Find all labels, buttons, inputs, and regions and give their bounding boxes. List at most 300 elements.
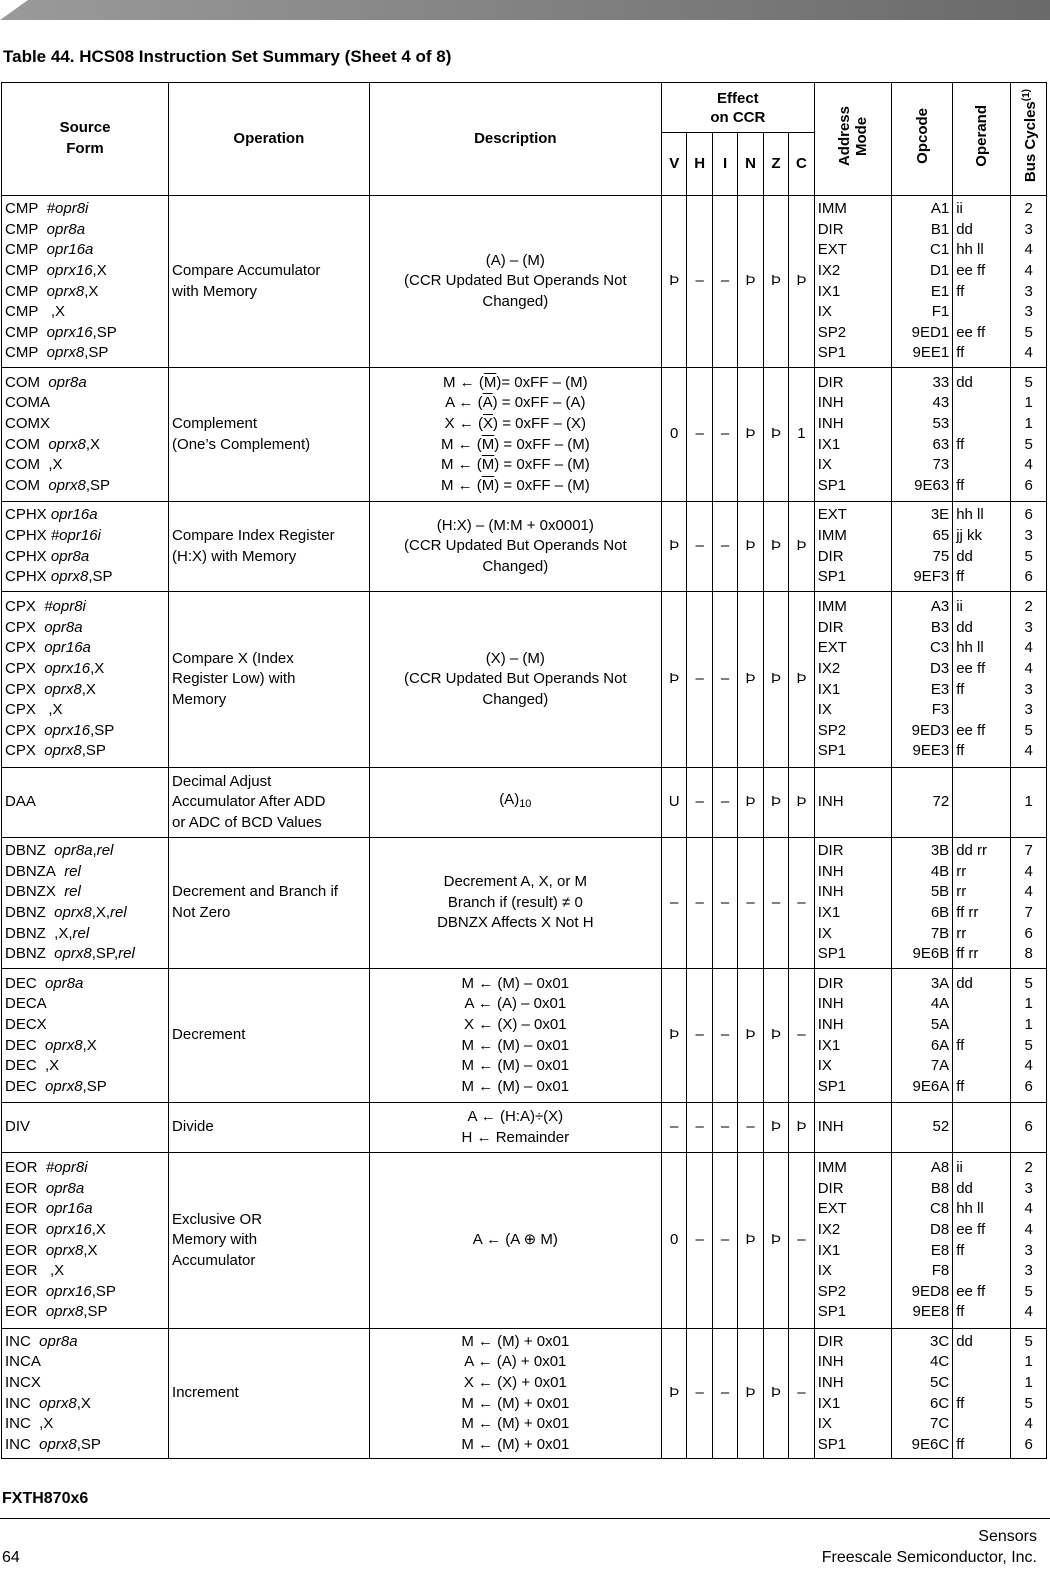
ccr-effect-cell: Þ bbox=[661, 969, 686, 1103]
operand-cell-line bbox=[956, 1056, 1007, 1077]
ccr-effect-cell: – bbox=[789, 969, 814, 1103]
opcode-cell bbox=[892, 1103, 953, 1153]
address-mode-cell-line: INH bbox=[817, 1015, 844, 1033]
operand-cell-line: ff rr bbox=[956, 904, 979, 921]
operation-cell-line: Register Low) with bbox=[172, 670, 296, 688]
opcode-cell-line: F3 bbox=[931, 701, 950, 719]
opcode-cell-line: 9E6B bbox=[912, 945, 950, 963]
address-mode-cell-line: INH bbox=[817, 394, 844, 412]
operand-cell bbox=[953, 1153, 1011, 1329]
operand-cell-line: ff bbox=[956, 1394, 965, 1412]
source-form-cell bbox=[2, 1103, 169, 1153]
opcode-cell-line: A1 bbox=[930, 200, 950, 218]
bus-cycles-cell-line: 1 bbox=[1024, 1353, 1033, 1371]
bus-cycles-cell-line: 1 bbox=[1024, 793, 1033, 811]
description-cell-line: H ← Remainder bbox=[461, 1128, 570, 1146]
bus-cycles-cell-line: 4 bbox=[1024, 883, 1033, 901]
address-mode-cell-line: DIR bbox=[817, 220, 844, 238]
opcode-cell-line: A3 bbox=[930, 598, 950, 616]
operand-cell-line bbox=[956, 1015, 1007, 1036]
opcode-cell-line: 9EF3 bbox=[913, 568, 950, 586]
address-mode-cell-line: DIR bbox=[817, 618, 844, 636]
ccr-effect-cell: – bbox=[738, 838, 763, 969]
description-cell-line: (CCR Updated But Operands Not bbox=[404, 670, 627, 688]
table-row bbox=[2, 1329, 1047, 1459]
source-form-cell bbox=[2, 969, 169, 1103]
operand-cell-line: jj kk bbox=[956, 526, 983, 544]
source-form-cell-line: COMA bbox=[5, 394, 50, 412]
ccr-effect-cell: Þ bbox=[738, 502, 763, 592]
source-form-cell-line: INC oprx8,SP bbox=[5, 1435, 101, 1453]
address-mode-cell-line: IX1 bbox=[817, 904, 841, 921]
source-form-cell-line: EOR #opr8i bbox=[5, 1159, 88, 1177]
operation-cell-line: with Memory bbox=[172, 282, 258, 300]
operation-cell-line: Compare Index Register bbox=[172, 526, 335, 544]
ccr-effect-cell: Þ bbox=[661, 1329, 686, 1459]
bus-cycles-cell-line: 8 bbox=[1024, 945, 1033, 963]
source-form-cell-line: CPX oprx16,SP bbox=[5, 721, 115, 739]
bus-cycles-cell bbox=[1011, 592, 1047, 768]
ccr-effect-cell: Þ bbox=[738, 592, 763, 768]
ccr-effect-cell: Þ bbox=[789, 502, 814, 592]
ccr-effect-cell: U bbox=[661, 768, 686, 838]
ccr-effect-cell: Þ bbox=[763, 196, 788, 368]
bus-cycles-cell bbox=[1011, 969, 1047, 1103]
bus-cycles-cell-line: 5 bbox=[1024, 1282, 1033, 1300]
description-cell-line: X ← (X) – 0x01 bbox=[464, 1015, 567, 1033]
opcode-cell-line: 3B bbox=[930, 842, 950, 860]
opcode-cell-line: 6A bbox=[930, 1036, 950, 1054]
opcode-cell-line: 9EE1 bbox=[912, 344, 950, 362]
opcode-cell-line: B8 bbox=[930, 1179, 950, 1197]
ccr-effect-cell: – bbox=[712, 196, 737, 368]
opcode-cell-line: 9E6C bbox=[911, 1435, 950, 1453]
operation-cell bbox=[169, 969, 370, 1103]
address-mode-cell-line: SP2 bbox=[817, 1282, 847, 1300]
operation-cell bbox=[169, 1329, 370, 1459]
ccr-effect-cell: – bbox=[687, 196, 712, 368]
operand-cell-line: dd bbox=[956, 373, 973, 391]
ccr-effect-cell: Þ bbox=[738, 368, 763, 502]
opcode-cell-line: C3 bbox=[930, 639, 950, 657]
source-form-cell-line: CMP oprx8,SP bbox=[5, 344, 109, 362]
description-cell-line: Changed) bbox=[482, 292, 549, 310]
operand-cell-line bbox=[956, 700, 1007, 721]
ccr-effect-cell: – bbox=[789, 838, 814, 969]
ccr-effect-cell: – bbox=[687, 502, 712, 592]
source-form-cell bbox=[2, 768, 169, 838]
ccr-effect-cell: – bbox=[712, 1329, 737, 1459]
address-mode-cell-line: SP1 bbox=[817, 945, 847, 963]
operand-cell bbox=[953, 196, 1011, 368]
source-form-cell-line: EOR ,X bbox=[5, 1262, 65, 1280]
description-cell-line: $(A)_{10}$ bbox=[499, 791, 532, 811]
address-mode-cell-line: INH bbox=[817, 883, 844, 901]
description-cell-line: M ← (M) – 0x01 bbox=[461, 1036, 570, 1054]
bus-cycles-cell-line: 5 bbox=[1024, 1036, 1033, 1054]
source-form-cell-line: EOR oprx16,X bbox=[5, 1220, 106, 1238]
operand-cell-line: ff bbox=[956, 1241, 965, 1259]
description-cell-line: (CCR Updated But Operands Not bbox=[404, 537, 627, 555]
operand-cell-line: ee ff bbox=[956, 1282, 986, 1300]
address-mode-cell bbox=[814, 592, 891, 768]
bus-cycles-cell bbox=[1011, 1103, 1047, 1153]
header-ccr-flag: C bbox=[789, 133, 814, 196]
bus-cycles-cell-line: 7 bbox=[1024, 842, 1033, 860]
address-mode-cell-line: IX1 bbox=[817, 282, 841, 300]
source-form-cell-line: CPX oprx8,SP bbox=[5, 742, 106, 760]
ccr-effect-cell: – bbox=[712, 1153, 737, 1329]
address-mode-cell-line: IX1 bbox=[817, 1036, 841, 1054]
source-form-cell-line: CMP oprx8,X bbox=[5, 282, 99, 300]
header-bus-cycles: Bus Cycles$^{(1)}$ bbox=[1011, 83, 1047, 196]
description-cell-line: M ← (M) + 0x01 bbox=[461, 1394, 570, 1412]
opcode-cell-line: 9ED1 bbox=[911, 323, 950, 341]
address-mode-cell bbox=[814, 502, 891, 592]
source-form-cell-line: CPX ,X bbox=[5, 701, 63, 719]
source-form-cell bbox=[2, 196, 169, 368]
address-mode-cell-line: EXT bbox=[817, 639, 847, 657]
description-cell bbox=[369, 969, 661, 1103]
operation-cell-line: Divide bbox=[172, 1118, 214, 1136]
ccr-effect-cell: – bbox=[661, 1103, 686, 1153]
operation-cell bbox=[169, 1153, 370, 1329]
description-cell-line: M ← $(\overline{M})= 0xFF - (M)$ bbox=[443, 373, 588, 391]
table-row bbox=[2, 196, 1047, 368]
opcode-cell-line: 9EE3 bbox=[912, 742, 950, 760]
bus-cycles-cell-line: 1 bbox=[1024, 995, 1033, 1013]
source-form-cell bbox=[2, 502, 169, 592]
operand-cell-line: ee ff bbox=[956, 659, 986, 677]
operation-cell-line: Not Zero bbox=[172, 904, 231, 921]
address-mode-cell-line: IX2 bbox=[817, 261, 841, 279]
operand-cell-line: rr bbox=[956, 862, 967, 880]
operand-cell-line: dd bbox=[956, 220, 973, 238]
address-mode-cell-line: EXT bbox=[817, 1200, 847, 1218]
source-form-cell-line: COM opr8a bbox=[5, 373, 87, 391]
header-ccr-flag: Z bbox=[763, 133, 788, 196]
source-form-cell-line: COM ,X bbox=[5, 456, 63, 474]
opcode-cell-line: 9E63 bbox=[914, 476, 950, 494]
source-form-cell-line: COM oprx8,SP bbox=[5, 476, 111, 494]
bus-cycles-cell-line: 5 bbox=[1024, 1332, 1033, 1350]
address-mode-cell-line: IX bbox=[817, 1057, 832, 1075]
address-mode-cell-line: DIR bbox=[817, 1332, 844, 1350]
source-form-cell-line: CMP opr16a bbox=[5, 241, 94, 259]
opcode-cell-line: 7B bbox=[930, 924, 950, 942]
ccr-effect-cell: Þ bbox=[789, 592, 814, 768]
opcode-cell-line: 65 bbox=[932, 526, 950, 544]
address-mode-cell-line: DIR bbox=[817, 842, 844, 860]
address-mode-cell bbox=[814, 768, 891, 838]
operand-cell-line: dd bbox=[956, 1179, 973, 1197]
address-mode-cell-line: INH bbox=[817, 1353, 844, 1371]
bus-cycles-cell-line: 4 bbox=[1024, 1057, 1033, 1075]
description-cell-line: Branch if (result) ≠ 0 bbox=[447, 893, 583, 911]
header-effect-on-ccr: Effect on CCR bbox=[661, 83, 814, 133]
operand-cell-line: ff bbox=[956, 1435, 965, 1453]
bus-cycles-cell-line: 4 bbox=[1024, 742, 1033, 760]
ccr-effect-cell: Þ bbox=[763, 768, 788, 838]
ccr-effect-cell: Þ bbox=[738, 1329, 763, 1459]
bus-cycles-cell-line: 2 bbox=[1024, 598, 1033, 616]
opcode-cell bbox=[892, 1153, 953, 1329]
description-cell bbox=[369, 368, 661, 502]
bus-cycles-cell-line: 3 bbox=[1024, 1262, 1033, 1280]
source-form-cell-line: CPHX oprx8,SP bbox=[5, 568, 113, 586]
opcode-cell-line: 3E bbox=[930, 506, 950, 524]
operand-cell-line: ff bbox=[956, 1303, 965, 1321]
opcode-cell-line: D8 bbox=[930, 1220, 950, 1238]
bus-cycles-cell-line: 4 bbox=[1024, 659, 1033, 677]
operand-cell-line bbox=[956, 455, 1007, 476]
address-mode-cell-line: INH bbox=[817, 1118, 844, 1136]
bus-cycles-cell-line: 3 bbox=[1024, 1241, 1033, 1259]
description-cell bbox=[369, 1153, 661, 1329]
table-row bbox=[2, 368, 1047, 502]
header-address-mode: Address Mode bbox=[814, 83, 891, 196]
operation-cell bbox=[169, 838, 370, 969]
address-mode-cell-line: IMM bbox=[817, 526, 847, 544]
bus-cycles-cell bbox=[1011, 1153, 1047, 1329]
source-form-cell-line: DECX bbox=[5, 1015, 47, 1033]
header-operation: Operation bbox=[169, 83, 370, 196]
address-mode-cell-line: SP1 bbox=[817, 344, 847, 362]
source-form-cell-line: CPX #opr8i bbox=[5, 598, 86, 616]
source-form-cell-line: DBNZ ,X,rel bbox=[5, 924, 90, 942]
address-mode-cell bbox=[814, 196, 891, 368]
opcode-cell bbox=[892, 969, 953, 1103]
opcode-cell-line: E3 bbox=[930, 680, 950, 698]
bus-cycles-cell-line: 3 bbox=[1024, 282, 1033, 300]
operand-cell bbox=[953, 1329, 1011, 1459]
source-form-cell-line: DEC ,X bbox=[5, 1057, 60, 1075]
operand-cell bbox=[953, 838, 1011, 969]
ccr-effect-cell: – bbox=[712, 969, 737, 1103]
operand-cell-line: hh ll bbox=[956, 639, 984, 657]
bus-cycles-cell-line: 5 bbox=[1024, 1394, 1033, 1412]
opcode-cell bbox=[892, 502, 953, 592]
operation-cell-line: Decimal Adjust bbox=[172, 772, 272, 790]
operand-cell-line: rr bbox=[956, 924, 967, 942]
table-row bbox=[2, 1153, 1047, 1329]
address-mode-cell-line: INH bbox=[817, 414, 844, 432]
source-form-cell-line: CPHX #opr16i bbox=[5, 526, 101, 544]
operand-cell-line: ee ff bbox=[956, 721, 986, 739]
address-mode-cell-line: SP1 bbox=[817, 1303, 847, 1321]
operand-cell-line bbox=[956, 994, 1007, 1015]
address-mode-cell-line: DIR bbox=[817, 547, 844, 565]
bus-cycles-cell-line: 4 bbox=[1024, 1303, 1033, 1321]
operation-cell-line: Accumulator bbox=[172, 1251, 256, 1269]
operation-cell-line: Compare X (Index bbox=[172, 649, 294, 667]
operand-cell-line: rr bbox=[956, 883, 967, 901]
opcode-cell-line: 3A bbox=[930, 974, 950, 992]
bus-cycles-cell bbox=[1011, 196, 1047, 368]
bus-cycles-cell bbox=[1011, 1329, 1047, 1459]
source-form-cell-line: CPX opr8a bbox=[5, 618, 83, 636]
opcode-cell-line: E1 bbox=[930, 282, 950, 300]
ccr-effect-cell: – bbox=[687, 1103, 712, 1153]
bus-cycles-cell-line: 6 bbox=[1024, 568, 1033, 586]
opcode-cell-line: 3C bbox=[930, 1332, 950, 1350]
operand-cell-line: ee ff bbox=[956, 261, 986, 279]
bus-cycles-cell-line: 2 bbox=[1024, 200, 1033, 218]
source-form-cell-line: INCX bbox=[5, 1373, 41, 1391]
operand-cell bbox=[953, 969, 1011, 1103]
opcode-cell-line: A8 bbox=[930, 1159, 950, 1177]
ccr-effect-cell: Þ bbox=[789, 1103, 814, 1153]
opcode-cell-line: 6B bbox=[930, 904, 950, 921]
table-row bbox=[2, 502, 1047, 592]
address-mode-cell-line: IX bbox=[817, 456, 832, 474]
footer-page-number: 64 bbox=[2, 1549, 20, 1566]
operation-cell-line: Complement bbox=[172, 414, 258, 432]
address-mode-cell-line: IX bbox=[817, 1415, 832, 1433]
bus-cycles-cell-line: 4 bbox=[1024, 241, 1033, 259]
ccr-effect-cell: Þ bbox=[763, 502, 788, 592]
ccr-effect-cell: Þ bbox=[763, 1103, 788, 1153]
opcode-cell-line: 6C bbox=[930, 1394, 950, 1412]
opcode-cell-line: 5A bbox=[930, 1015, 950, 1033]
bus-cycles-cell-line: 4 bbox=[1024, 1415, 1033, 1433]
source-form-cell-line: COM oprx8,X bbox=[5, 435, 101, 453]
bus-cycles-cell-line: 5 bbox=[1024, 323, 1033, 341]
address-mode-cell-line: INH bbox=[817, 1373, 844, 1391]
operand-cell-line bbox=[956, 1117, 1007, 1138]
description-cell-line: X ← (X) + 0x01 bbox=[463, 1373, 567, 1391]
address-mode-cell-line: DIR bbox=[817, 974, 844, 992]
operand-cell-line bbox=[956, 414, 1007, 435]
description-cell bbox=[369, 1329, 661, 1459]
source-form-cell-line: INC opr8a bbox=[5, 1332, 78, 1350]
address-mode-cell-line: IMM bbox=[817, 200, 847, 218]
ccr-effect-cell: 0 bbox=[661, 1153, 686, 1329]
opcode-cell-line: C8 bbox=[930, 1200, 950, 1218]
address-mode-cell-line: IX1 bbox=[817, 1394, 841, 1412]
source-form-cell-line: DBNZ oprx8,SP,rel bbox=[5, 945, 135, 963]
source-form-cell-line: CMP oprx16,X bbox=[5, 261, 107, 279]
ccr-effect-cell: Þ bbox=[738, 768, 763, 838]
operand-cell-line: dd bbox=[956, 1332, 973, 1350]
source-form-cell-line: DBNZX rel bbox=[5, 883, 81, 901]
address-mode-cell-line: SP2 bbox=[817, 721, 847, 739]
ccr-effect-cell: – bbox=[712, 768, 737, 838]
source-form-cell-line: EOR opr16a bbox=[5, 1200, 93, 1218]
opcode-cell-line: 4B bbox=[930, 862, 950, 880]
opcode-cell-line: 4A bbox=[930, 995, 950, 1013]
opcode-cell-line: 33 bbox=[932, 373, 950, 391]
address-mode-cell bbox=[814, 1103, 891, 1153]
description-cell-line: Changed) bbox=[482, 557, 549, 575]
operand-cell-line bbox=[956, 1352, 1007, 1373]
source-form-cell-line: CPHX opr8a bbox=[5, 547, 90, 565]
address-mode-cell-line: IX1 bbox=[817, 435, 841, 453]
header-source-form: Source Form bbox=[2, 83, 169, 196]
footer-section: Sensors bbox=[978, 1528, 1037, 1545]
opcode-cell bbox=[892, 838, 953, 969]
source-form-cell bbox=[2, 1329, 169, 1459]
opcode-cell-line: 75 bbox=[932, 547, 950, 565]
operand-cell-line: ff bbox=[956, 1036, 965, 1054]
operand-cell-line bbox=[956, 1261, 1007, 1282]
bus-cycles-cell-line: 5 bbox=[1024, 373, 1033, 391]
operation-cell bbox=[169, 196, 370, 368]
ccr-effect-cell: Þ bbox=[661, 502, 686, 592]
operand-cell-line bbox=[956, 393, 1007, 414]
opcode-cell-line: B3 bbox=[930, 618, 950, 636]
bus-cycles-cell-line: 4 bbox=[1024, 1200, 1033, 1218]
ccr-effect-cell: Þ bbox=[763, 1329, 788, 1459]
header-ccr-flag: I bbox=[712, 133, 737, 196]
ccr-effect-cell: – bbox=[687, 838, 712, 969]
operand-cell-line bbox=[956, 1373, 1007, 1394]
operation-cell-line: Compare Accumulator bbox=[172, 261, 321, 279]
bus-cycles-cell-line: 3 bbox=[1024, 526, 1033, 544]
opcode-cell-line: B1 bbox=[930, 220, 950, 238]
opcode-cell-line: C1 bbox=[930, 241, 950, 259]
bus-cycles-cell-line: 3 bbox=[1024, 220, 1033, 238]
ccr-effect-cell: – bbox=[738, 1103, 763, 1153]
operand-cell bbox=[953, 768, 1011, 838]
opcode-cell-line: D1 bbox=[930, 261, 950, 279]
source-form-cell bbox=[2, 368, 169, 502]
ccr-effect-cell: – bbox=[789, 1329, 814, 1459]
bus-cycles-cell-line: 7 bbox=[1024, 904, 1033, 921]
operand-cell-line: ii bbox=[956, 1159, 963, 1177]
opcode-cell-line: 72 bbox=[932, 793, 950, 811]
bus-cycles-cell-line: 6 bbox=[1024, 506, 1033, 524]
operand-cell-line: ff bbox=[956, 1077, 965, 1095]
source-form-cell-line: INC oprx8,X bbox=[5, 1394, 91, 1412]
operand-cell-line: dd bbox=[956, 618, 973, 636]
description-cell-line: M ← (M) – 0x01 bbox=[461, 1077, 570, 1095]
description-cell-line: (X) – (M) bbox=[485, 649, 545, 667]
source-form-cell-line: CMP opr8a bbox=[5, 220, 86, 238]
address-mode-cell-line: IX1 bbox=[817, 1241, 841, 1259]
operand-cell bbox=[953, 1103, 1011, 1153]
bus-cycles-cell-line: 6 bbox=[1024, 1435, 1033, 1453]
source-form-cell-line: COMX bbox=[5, 414, 50, 432]
description-cell-line: Decrement A, X, or M bbox=[443, 873, 588, 891]
source-form-cell-line: CPX oprx16,X bbox=[5, 659, 105, 677]
operation-cell-line: Increment bbox=[172, 1384, 239, 1402]
operand-cell-line: hh ll bbox=[956, 1200, 984, 1218]
address-mode-cell-line: IX bbox=[817, 303, 832, 321]
bus-cycles-cell-line: 5 bbox=[1024, 974, 1033, 992]
ccr-effect-cell: Þ bbox=[661, 592, 686, 768]
ccr-effect-cell: Þ bbox=[738, 196, 763, 368]
source-form-cell-line: DBNZA rel bbox=[5, 862, 81, 880]
opcode-cell-line: 5B bbox=[930, 883, 950, 901]
ccr-effect-cell: – bbox=[763, 838, 788, 969]
source-form-cell bbox=[2, 1153, 169, 1329]
source-form-cell-line: DEC opr8a bbox=[5, 974, 84, 992]
header-decoration-bar bbox=[0, 0, 1050, 20]
operand-cell-line: ff bbox=[956, 568, 965, 586]
source-form-cell bbox=[2, 592, 169, 768]
bus-cycles-cell-line: 5 bbox=[1024, 721, 1033, 739]
address-mode-cell-line: INH bbox=[817, 793, 844, 811]
source-form-cell-line: EOR opr8a bbox=[5, 1179, 85, 1197]
operation-cell-line: Decrement and Branch if bbox=[172, 883, 338, 901]
source-form-cell-line: DECA bbox=[5, 995, 47, 1013]
address-mode-cell-line: SP2 bbox=[817, 323, 847, 341]
bus-cycles-cell-line: 4 bbox=[1024, 344, 1033, 362]
table-row bbox=[2, 969, 1047, 1103]
operand-cell-line: ff bbox=[956, 282, 965, 300]
address-mode-cell bbox=[814, 838, 891, 969]
